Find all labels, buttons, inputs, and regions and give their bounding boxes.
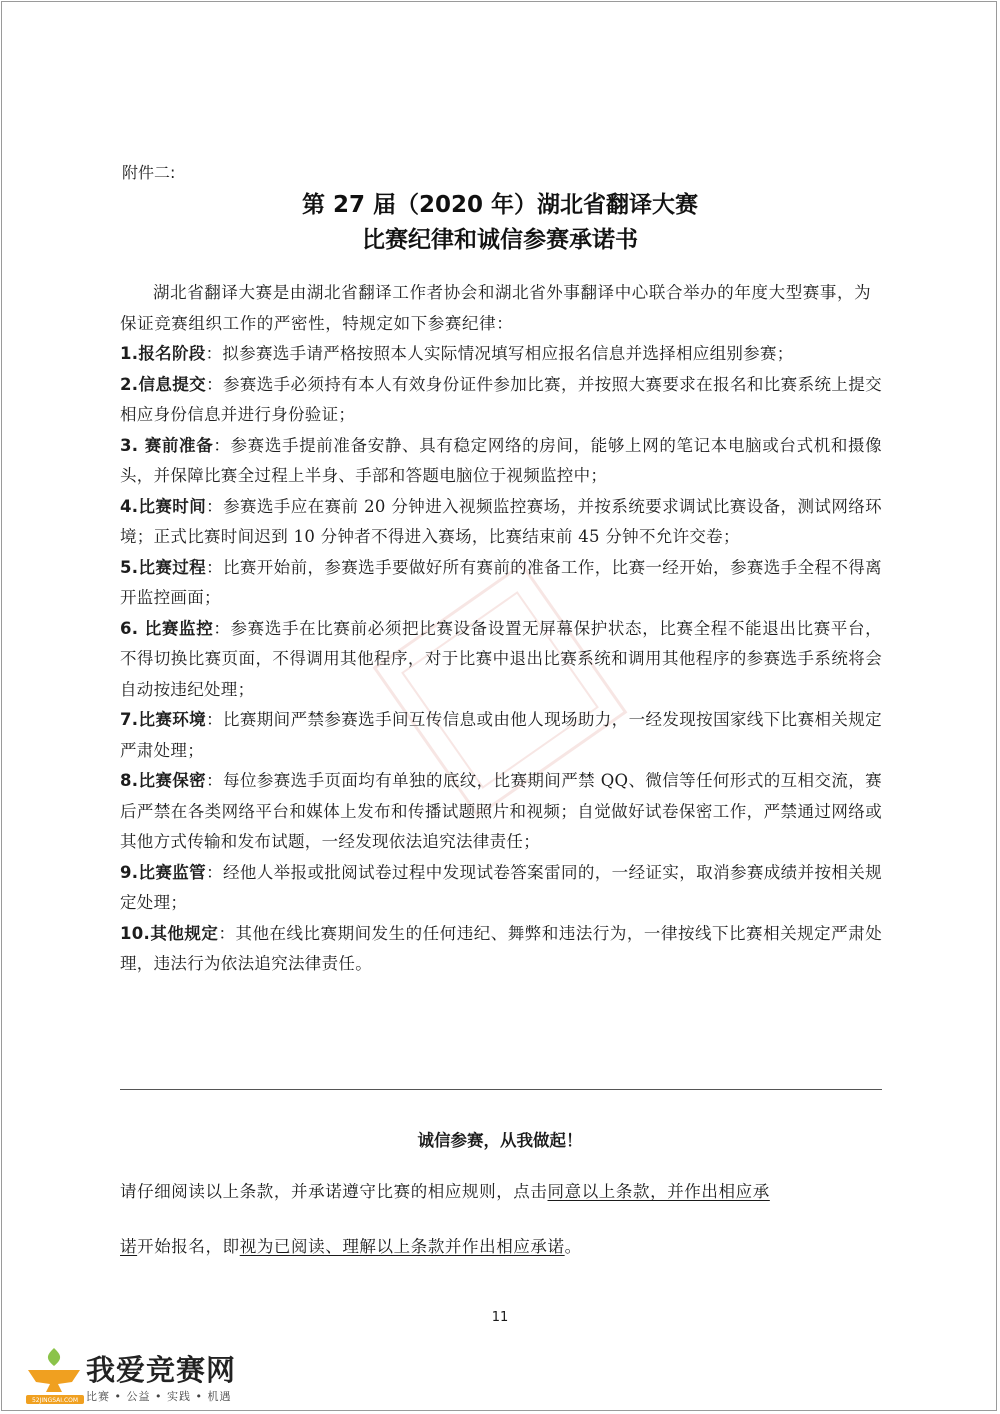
attachment-label: 附件二: (122, 163, 176, 182)
rule-text: 比赛期间严禁参赛选手间互传信息或由他人现场助力，一经发现按国家线下比赛相关规定严肃处理； (120, 710, 882, 760)
rule-item (120, 370, 882, 431)
rule-separator: ： (206, 374, 223, 394)
rule-item (120, 431, 882, 492)
rule-label: 1.报名阶段 (120, 344, 206, 363)
site-logo-name[interactable]: 我爱竞赛网 (86, 1353, 237, 1387)
rule-text: 其他在线比赛期间发生的任何违纪、舞弊和违法行为，一律按线下比赛相关规定严肃处理，违法行为依法追究法律责任。 (120, 923, 882, 973)
rule-separator: ： (213, 618, 231, 638)
rule-separator: ： (206, 862, 223, 882)
rule-label: 10.其他规定 (120, 923, 219, 943)
rule-text: 参赛选手提前准备安静、具有稳定网络的房间，能够上网的笔记本电脑或台式机和摄像头，并保障比赛全过程上半身、手部和答题电脑位于视频监控中； (120, 435, 882, 485)
agree-terms-link-cont[interactable]: 诺 (120, 1237, 138, 1256)
rule-separator: ： (218, 923, 236, 943)
rule-item (120, 858, 882, 919)
page-number: 11 (491, 1310, 509, 1325)
pledge-end: 。 (564, 1237, 582, 1256)
rule-item (120, 919, 882, 980)
rule-text: 参赛选手必须持有本人有效身份证件参加比赛，并按照大赛要求在报名和比赛系统上提交相应身份信息并进行身份验证； (120, 374, 882, 424)
pledge-text-2: 开始报名，即 (137, 1237, 240, 1256)
intro-paragraph: 湖北省翻译大赛是由湖北省翻译工作者协会和湖北省外事翻译中心联合举办的年度大型赛事，为保证竞赛组织工作的严密性，特规定如下参赛纪律： (120, 283, 872, 333)
rule-text: 比赛开始前，参赛选手要做好所有赛前的准备工作，比赛一经开始，参赛选手全程不得离开监控画面； (120, 557, 882, 607)
rule-item (120, 766, 882, 858)
rule-separator: ： (206, 771, 224, 790)
rule-item (120, 614, 882, 706)
rule-text: 拟参赛选手请严格按照本人实际情况填写相应报名信息并选择相应组别参赛； (222, 344, 794, 363)
rule-item (120, 339, 882, 370)
rule-label: 6. 比赛监控 (120, 618, 214, 638)
rule-text: 经他人举报或批阅试卷过程中发现试卷答案雷同的，一经证实，取消参赛成绩并按相关规定处理； (120, 862, 882, 912)
rule-separator: ： (206, 557, 223, 577)
rules-list (120, 339, 882, 980)
document-subtitle: 比赛纪律和诚信参赛承诺书 (362, 227, 638, 253)
pledge-commitment: 视为已阅读、理解以上条款并作出相应承诺 (239, 1237, 565, 1256)
rule-separator: ： (206, 710, 223, 729)
section-divider (120, 1089, 882, 1090)
document-body (120, 278, 882, 980)
site-logo-tagline: 比赛 • 公益 • 实践 • 机遇 (86, 1390, 232, 1403)
pledge-text (120, 1164, 882, 1274)
pledge-text-1: 请仔细阅读以上条款，并承诺遵守比赛的相应规则，点击 (120, 1182, 548, 1201)
rule-separator: ： (205, 344, 223, 363)
rule-separator: ： (206, 496, 224, 516)
rule-label: 5.比赛过程 (120, 557, 207, 577)
rule-separator: ： (213, 435, 231, 455)
rule-text: 参赛选手在比赛前必须把比赛设备设置无屏幕保护状态，比赛全程不能退出比赛平台，不得切换比赛页面，不得调用其他程序，对于比赛中退出比赛系统和调用其他程序的参赛选手系统将会自动按违纪处理； (120, 618, 882, 699)
rule-label: 4.比赛时间 (120, 496, 207, 516)
rule-label: 9.比赛监管 (120, 862, 207, 882)
agree-terms-link[interactable]: 同意以上条款，并作出相应承 (547, 1182, 770, 1201)
rule-text: 每位参赛选手页面均有单独的底纹，比赛期间严禁 QQ、微信等任何形式的互相交流，赛后严禁在各类网络平台和媒体上发布和传播试题照片和视频；自觉做好试卷保密工作，严禁通过网络或其他方式传输和发布试题，一经发现依法追究法律责任； (120, 771, 882, 851)
rule-item (120, 492, 882, 553)
rule-label: 3. 赛前准备 (120, 435, 214, 455)
document-title: 第 27 届（2020 年）湖北省翻译大赛 (301, 192, 699, 218)
rule-label: 7.比赛环境 (120, 710, 207, 729)
logo-domain: 52JINGSAI.COM (31, 1397, 79, 1404)
rule-item (120, 553, 882, 614)
pledge-title: 诚信参赛，从我做起！ (417, 1131, 583, 1150)
rule-text: 参赛选手应在赛前 20 分钟进入视频监控赛场，并按系统要求调试比赛设备，测试网络环境；正式比赛时间迟到 10 分钟者不得进入赛场，比赛结束前 45 分钟不允许交卷； (120, 496, 882, 546)
rule-label: 2.信息提交 (120, 374, 207, 394)
rule-label: 8.比赛保密 (120, 771, 207, 790)
rule-item (120, 705, 882, 766)
